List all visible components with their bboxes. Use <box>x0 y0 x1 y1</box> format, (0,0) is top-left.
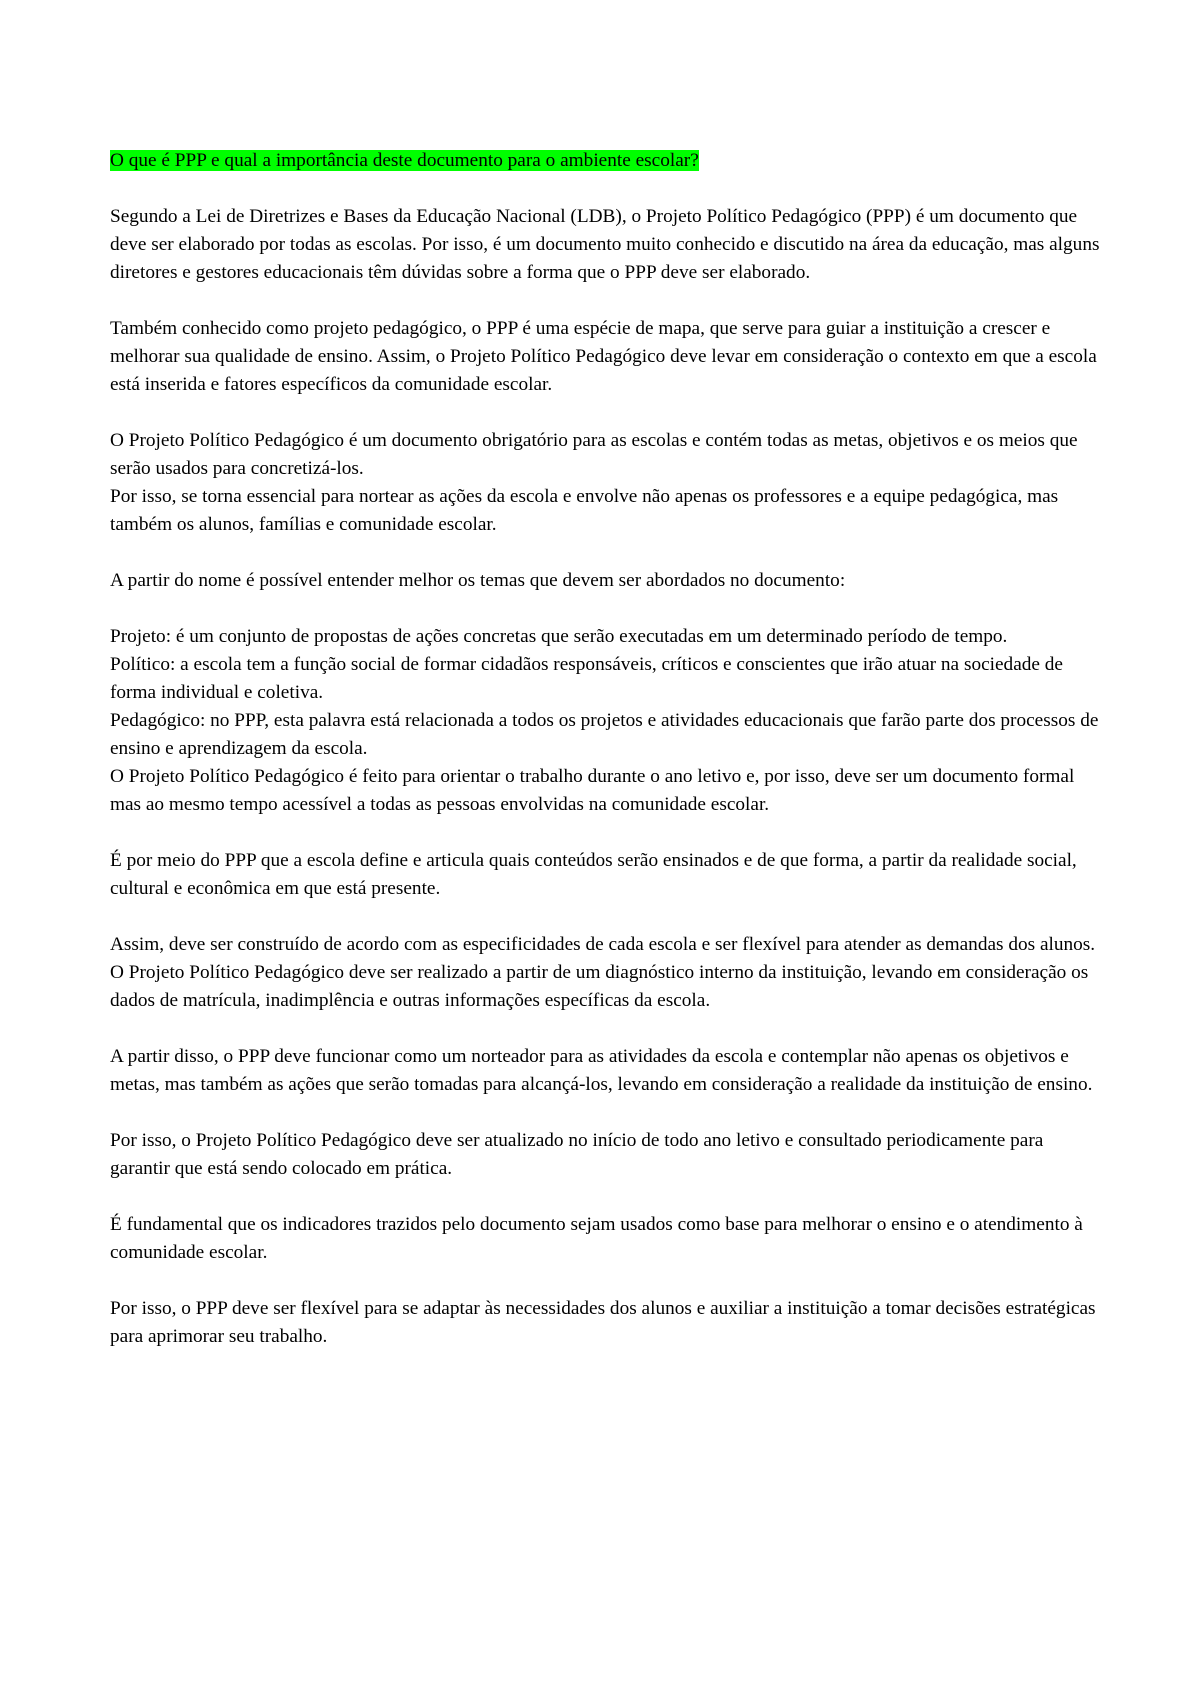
paragraph-line: Segundo a Lei de Diretrizes e Bases da Educação Nacional (LDB), o Projeto Político Pedagógico (PPP) é um documento que deve ser elaborado por todas as escolas. Por isso, é um documento muito conhecido e discutido na área da educação, mas alguns diretores e gestores educacionais têm dúvidas sobre a forma que o PPP deve ser elaborado. <box>110 206 1100 283</box>
paragraph-line: É por meio do PPP que a escola define e articula quais conteúdos serão ensinados e de que forma, a partir da realidade social, cultural e econômica em que está presente. <box>110 850 1077 899</box>
paragraph-line: A partir do nome é possível entender melhor os temas que devem ser abordados no documento: <box>110 570 846 591</box>
paragraph-line: É fundamental que os indicadores trazidos pelo documento sejam usados como base para melhorar o ensino e o atendimento à comunidade escolar. <box>110 1214 1083 1263</box>
paragraph-4 <box>110 567 1100 595</box>
document-heading <box>110 147 1100 175</box>
paragraph-line: Pedagógico: no PPP, esta palavra está relacionada a todos os projetos e atividades educacionais que farão parte dos processos de ensino e aprendizagem da escola. <box>110 710 1099 759</box>
paragraph-line: Político: a escola tem a função social de formar cidadãos responsáveis, críticos e conscientes que irão atuar na sociedade de forma individual e coletiva. <box>110 654 1063 703</box>
paragraph-10 <box>110 1211 1100 1267</box>
paragraph-9 <box>110 1127 1100 1183</box>
paragraph-8 <box>110 1043 1100 1099</box>
paragraph-7 <box>110 931 1100 1015</box>
paragraph-2 <box>110 315 1100 399</box>
paragraph-line: O Projeto Político Pedagógico é um documento obrigatório para as escolas e contém todas as metas, objetivos e os meios que serão usados para concretizá-los. <box>110 430 1078 479</box>
paragraph-line: Também conhecido como projeto pedagógico, o PPP é uma espécie de mapa, que serve para guiar a instituição a crescer e melhorar sua qualidade de ensino. Assim, o Projeto Político Pedagógico deve levar em consideração o contexto em que a escola está inserida e fatores específicos da comunidade escolar. <box>110 318 1097 395</box>
document-body <box>110 147 1100 1379</box>
paragraph-6 <box>110 847 1100 903</box>
paragraph-1 <box>110 203 1100 287</box>
paragraph-line: Assim, deve ser construído de acordo com as especificidades de cada escola e ser flexível para atender as demandas dos alunos. <box>110 934 1096 955</box>
paragraph-line: A partir disso, o PPP deve funcionar como um norteador para as atividades da escola e contemplar não apenas os objetivos e metas, mas também as ações que serão tomadas para alcançá-los, levando em consideração a realidade da instituição de ensino. <box>110 1046 1093 1095</box>
paragraph-line: O Projeto Político Pedagógico deve ser realizado a partir de um diagnóstico interno da instituição, levando em consideração os dados de matrícula, inadimplência e outras informações específicas da escola. <box>110 962 1089 1011</box>
paragraph-line: Por isso, se torna essencial para nortear as ações da escola e envolve não apenas os professores e a equipe pedagógica, mas também os alunos, famílias e comunidade escolar. <box>110 486 1059 535</box>
paragraph-5 <box>110 623 1100 819</box>
paragraph-line: Por isso, o PPP deve ser flexível para se adaptar às necessidades dos alunos e auxiliar a instituição a tomar decisões estratégicas para aprimorar seu trabalho. <box>110 1298 1096 1347</box>
paragraph-line: Projeto: é um conjunto de propostas de ações concretas que serão executadas em um determinado período de tempo. <box>110 626 1008 647</box>
paragraph-3 <box>110 427 1100 539</box>
highlighted-question: O que é PPP e qual a importância deste documento para o ambiente escolar? <box>110 150 699 171</box>
paragraph-line: O Projeto Político Pedagógico é feito para orientar o trabalho durante o ano letivo e, por isso, deve ser um documento formal mas ao mesmo tempo acessível a todas as pessoas envolvidas na comunidade escolar. <box>110 766 1075 815</box>
paragraph-line: Por isso, o Projeto Político Pedagógico deve ser atualizado no início de todo ano letivo e consultado periodicamente para garantir que está sendo colocado em prática. <box>110 1130 1044 1179</box>
paragraph-11 <box>110 1295 1100 1351</box>
